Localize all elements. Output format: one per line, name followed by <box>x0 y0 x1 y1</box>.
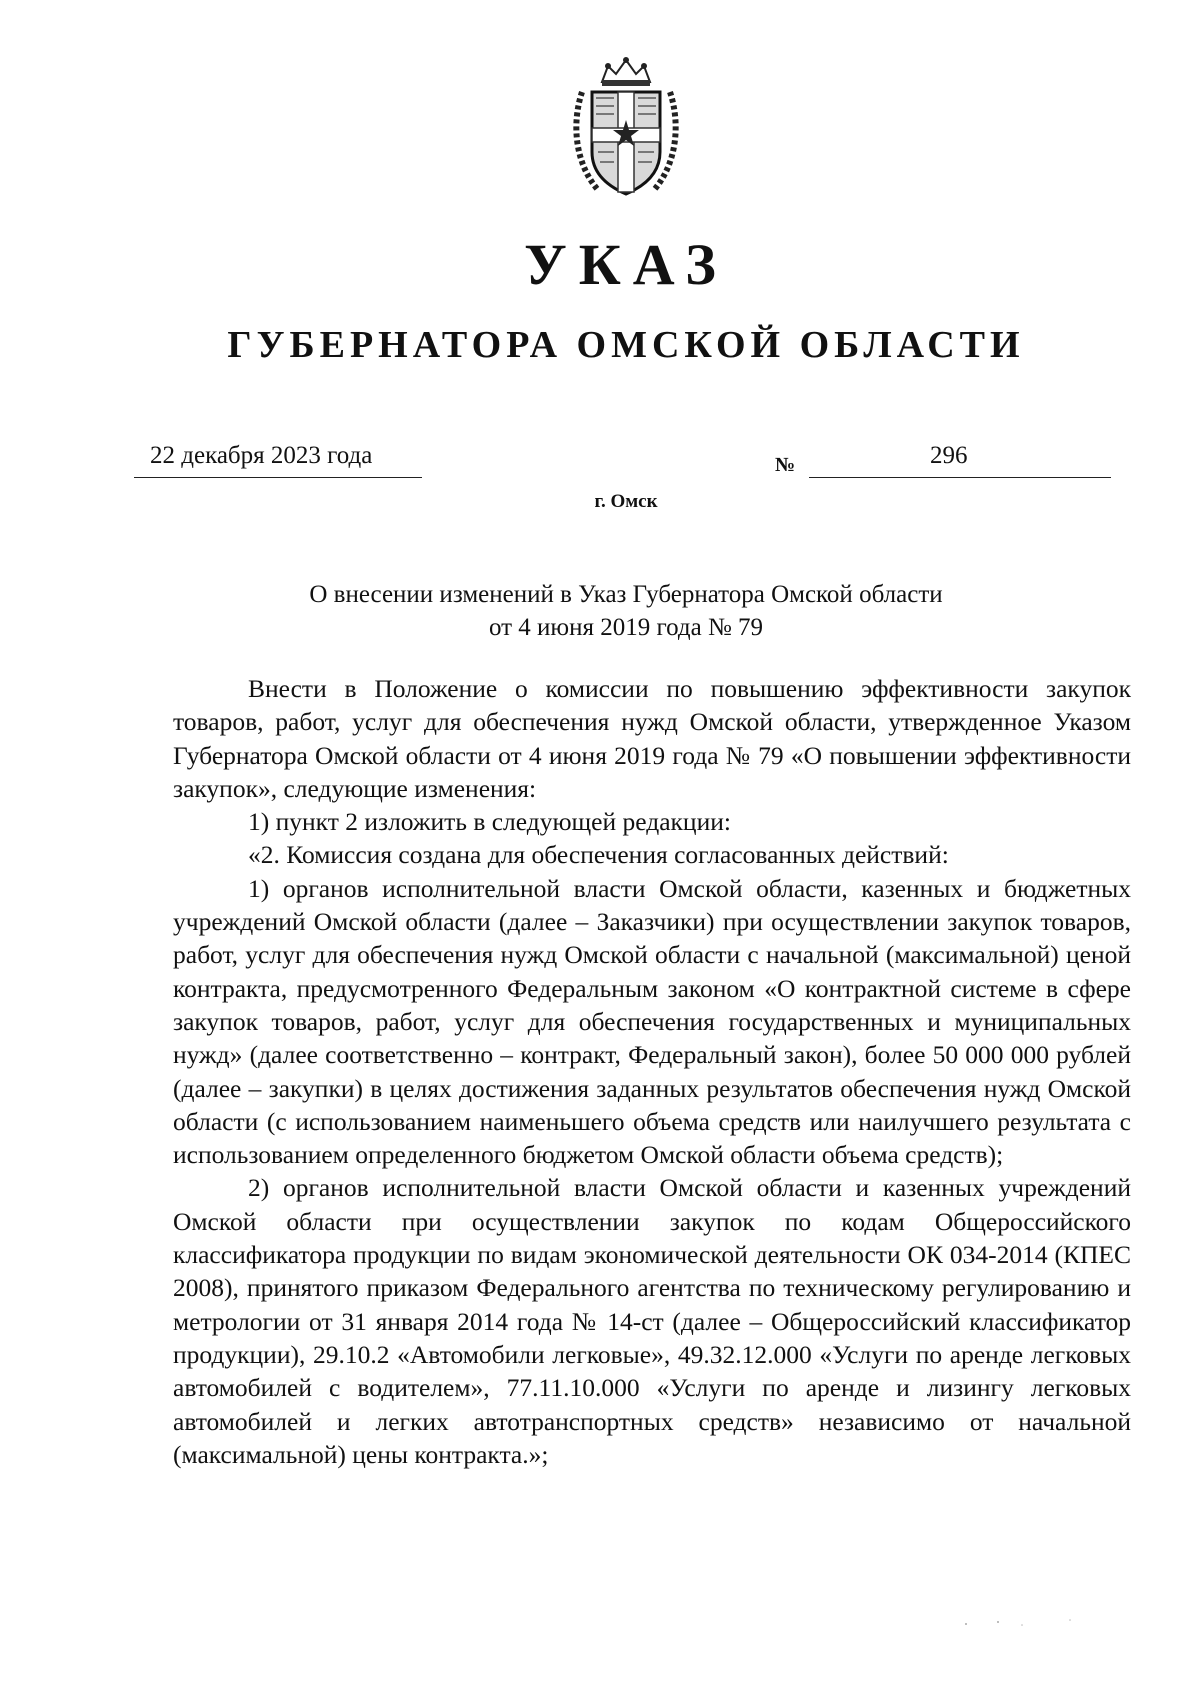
body-paragraph: 1) органов исполнительной власти Омской области, казенных и бюджетных учреждений Омской области (далее – Заказчики) при осуществлении закупок товаров, работ, услуг для обеспечения нужд Омской области с начальной (максимальной) ценой контракта, предусмотренного Федеральным законом «О контрактной системе в сфере закупок товаров, работ, услуг для обеспечения государственных и муниципальных нужд» (далее соответственно – контракт, Федеральный закон), более 50 000 000 рублей (далее – закупки) в целях достижения заданных результатов обеспечения нужд Омской области (с использованием наименьшего объема средств или наилучшего результата с использованием определенного бюджетом Омской области объема средств); <box>173 873 1131 1170</box>
scan-specks <box>960 1616 1080 1628</box>
issuing-authority-title: ГУБЕРНАТОРА ОМСКОЙ ОБЛАСТИ <box>227 324 1025 366</box>
body-paragraph: 2) органов исполнительной власти Омской области и казенных учреждений Омской области при осуществлении закупок по кодам Общероссийского классификатора продукции по видам экономической деятельности ОК 034-2014 (КПЕС 2008), принятого приказом Федерального агентства по техническому регулированию и метрологии от 31 января 2014 года № 14-ст (далее – Общероссийский классификатор продукции), 29.10.2 «Автомобили легковые», 49.32.12.000 «Услуги по аренде легковых автомобилей с водителем», 77.11.10.000 «Услуги по аренде и лизингу легковых автомобилей и легких автотранспортных средств» независимо от начальной (максимальной) цены контракта.»; <box>173 1173 1131 1469</box>
body-paragraph: Внести в Положение о комиссии по повышению эффективности закупок товаров, работ, услуг для обеспечения нужд Омской области, утвержденное Указом Губернатора Омской области от 4 июня 2019 года № 79 «О повышении эффективности закупок», следующие изменения: <box>173 674 1131 803</box>
document-type-title: УКАЗ <box>524 232 728 297</box>
number-sign: № <box>775 454 796 476</box>
document-date: 22 декабря 2023 года <box>150 442 373 469</box>
issue-city: г. Омск <box>594 491 658 512</box>
document-body <box>173 672 1131 1471</box>
document-number: 296 <box>930 442 968 469</box>
document-subject <box>180 578 1072 644</box>
coat-of-arms-emblem <box>568 52 684 202</box>
subject-line-1: О внесении изменений в Указ Губернатора Омской области <box>309 581 943 608</box>
subject-line-2: от 4 июня 2019 года № 79 <box>488 614 764 641</box>
body-paragraph: 1) пункт 2 изложить в следующей редакции: <box>248 807 731 837</box>
body-paragraph: «2. Комиссия создана для обеспечения согласованных действий: <box>248 840 949 870</box>
